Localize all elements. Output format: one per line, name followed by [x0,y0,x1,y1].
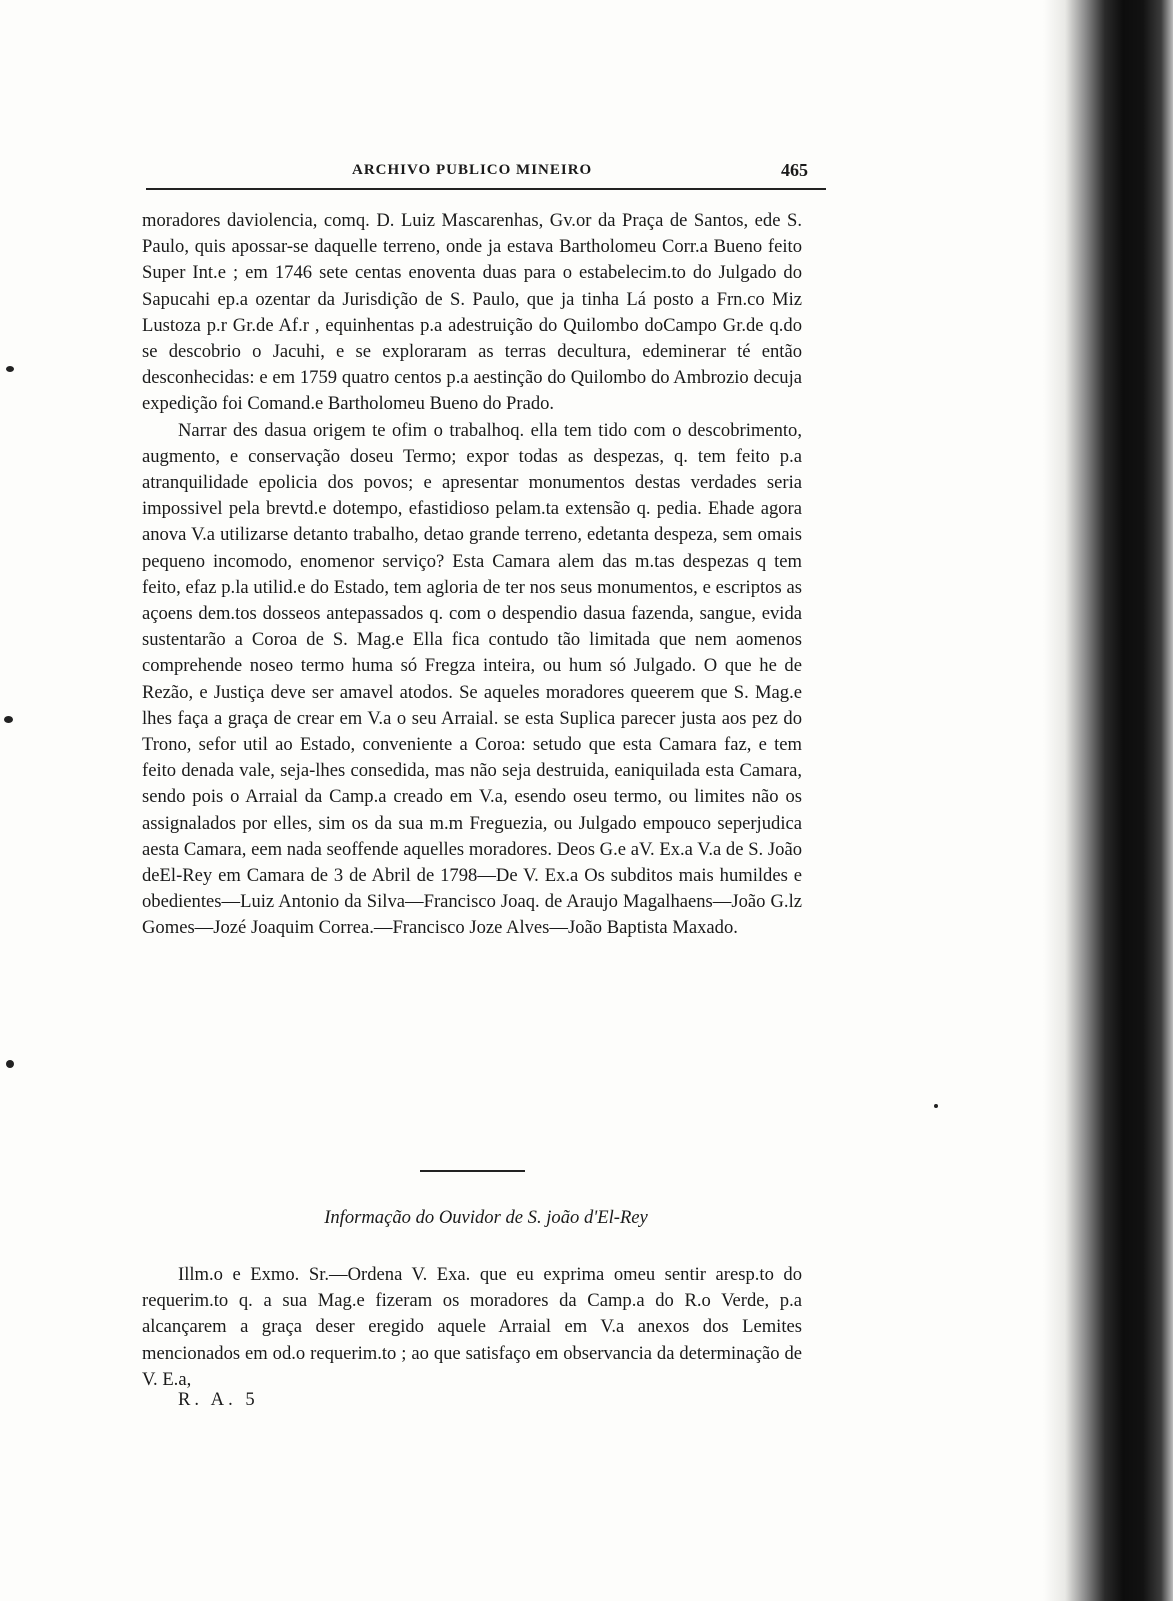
section-body [142,1262,802,1393]
paragraph: moradores daviolencia, comq. D. Luiz Mascarenhas, Gv.or da Praça de Santos, ede S. Paulo, quis apossar-se daquelle terreno, onde ja estava Bartholomeu Corr.a Bueno feito Super Int.e ; em 1746 sete centas enoventa duas para o estabelecim.to do Julgado do Sapucahi ep.a ozentar da Jurisdição de S. Paulo, que ja tinha Lá posto a Frn.co Miz Lustoza p.r Gr.de Af.r , equinhentas p.a adestruição do Quilombo doCampo Gr.de q.do se descobrio o Jacuhi, e se exploraram as terras decultura, edeminerar té então desconhecidas: e em 1759 quatro centos p.a aestinção do Quilombo do Ambrozio decuja expedição foi Comand.e Bartholomeu Bueno do Prado. [142,210,802,415]
scan-speck [6,1060,14,1068]
running-title: ARCHIVO PUBLICO MINEIRO [352,162,593,178]
page-number: 465 [781,160,808,180]
signature-mark: R. A. 5 [178,1389,259,1410]
scan-speck [4,716,13,723]
scan-speck [6,366,14,372]
paragraph: Illm.o e Exmo. Sr.—Ordena V. Exa. que eu exprima omeu sentir aresp.to do requerim.to q. a sua Mag.e fizeram os moradores da Camp.a do R.o Verde, p.a alcançarem a graça deser eregido aquele Arraial em V.a anexos dos Lemites mencionados em od.o requerim.to ; ao que satisfaço em observancia da determinação de V. E.a, [142,1264,802,1390]
section-divider [420,1170,525,1172]
paragraph: Narrar des dasua origem te ofim o trabalhoq. ella tem tido com o descobrimento, augmento, e conservação doseu Termo; expor todas as despezas, q. tem feito p.a atranquilidade epolicia dos povos; e apresentar monumentos destas verdades seria impossivel pela brevtd.e dotempo, efastidioso pelam.ta extensão q. pedia. Ehade agora anova V.a utilizarse detanto trabalho, detao grande terreno, edetanta despeza, sem omais pequeno incomodo, enomenor serviço? Esta Camara alem das m.tas despezas q tem feito, efaz p.la utilid.e do Estado, tem agloria de ter nos seus monumentos, e escriptos as açoens dem.tos dosseos antepassados q. com o despendio dasua fazenda, sangue, evida sustentarão a Coroa de S. Mag.e Ella fica contudo tão limitada que nem aomenos comprehende noseo termo huma só Fregza inteira, ou hum só Julgado. O que he de Rezão, e Justiça deve ser amavel atodos. Se aqueles moradores queerem que S. Mag.e lhes faça a graça de crear em V.a o seu Arraial. se esta Suplica parecer justa aos pez do Trono, sefor util ao Estado, conveniente a Coroa: setudo que esta Camara faz, e tem feito denada vale, seja-lhes consedida, mas não seja destruida, eaniquilada esta Camara, sendo pois o Arraial da Camp.a creado em V.a, esendo oseu termo, ou limites não os assignalados por elles, sim os da sua m.m Freguezia, ou Julgado empouco seperjudica aesta Camara, eem nada seoffende aquelles moradores. Deos G.e aV. Ex.a V.a de S. João deEl-Rey em Camara de 3 de Abril de 1798—De V. Ex.a Os subditos mais humildes e obedientes—Luiz Antonio da Silva—Francisco Joaq. de Araujo Magalhaens—João G.lz Gomes—Jozé Joaquim Correa.—Francisco Joze Alves—João Baptista Maxado. [142,419,802,939]
running-header [146,160,826,190]
section-title: Informação do Ouvidor de S. joão d'El-Rey [324,1207,648,1228]
binding-edge [1043,0,1173,1601]
letter-body [142,208,802,942]
scan-speck [934,1104,938,1108]
